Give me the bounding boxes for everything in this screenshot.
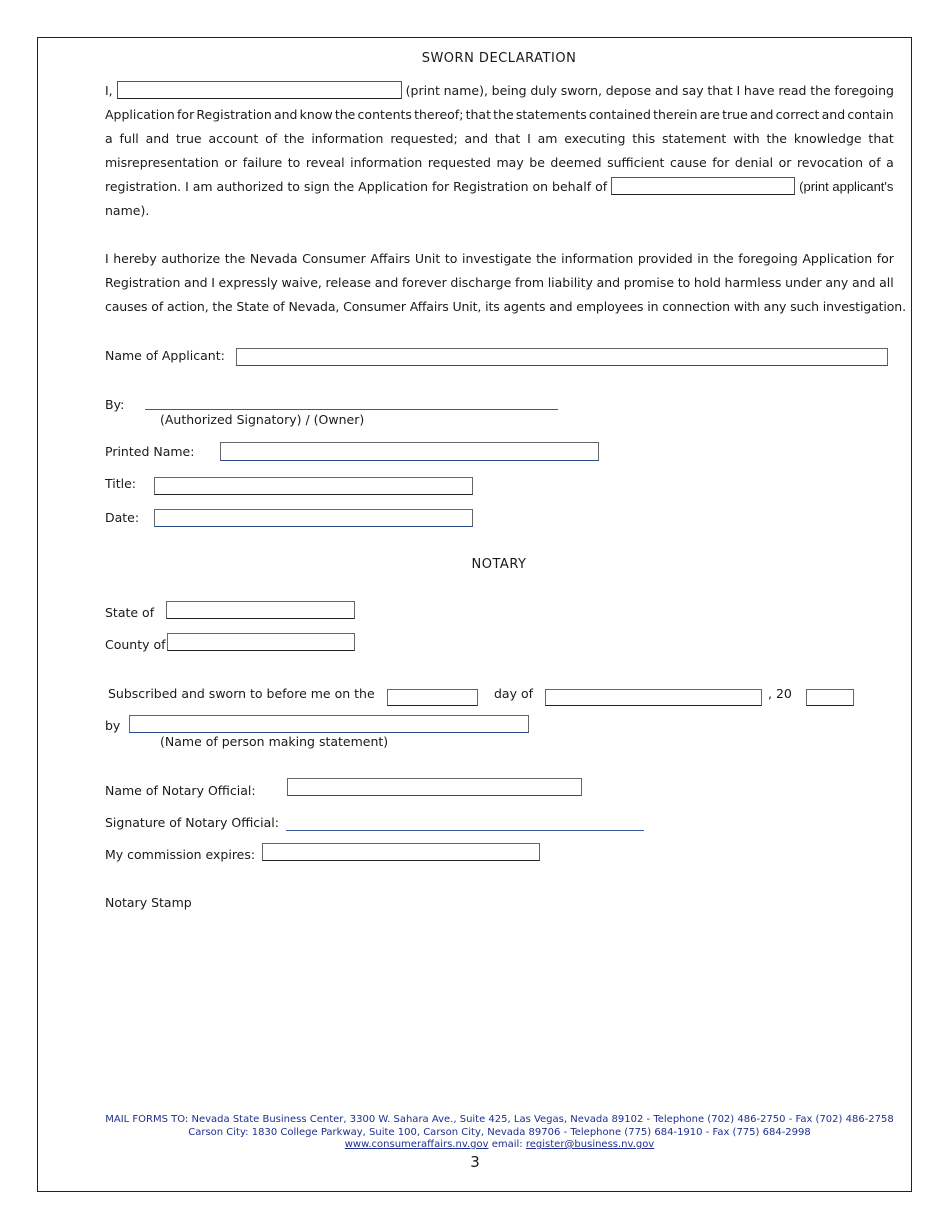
word: requested	[427, 155, 491, 170]
word: release	[325, 275, 372, 290]
word: executing	[564, 131, 626, 146]
day-input[interactable]	[387, 689, 478, 706]
declaration-prefix-text: I,	[105, 83, 113, 98]
notary-heading	[0, 557, 950, 572]
word: denial	[734, 155, 774, 170]
declaration-line-4	[105, 151, 894, 175]
word: this	[632, 131, 656, 146]
word: the	[334, 107, 356, 122]
declaration-line-5-suffix: (print applicant's	[799, 179, 894, 194]
authorization-line-1	[105, 247, 894, 271]
day-of-label: day of	[494, 686, 534, 701]
word: full	[119, 131, 139, 146]
word: the	[810, 83, 831, 98]
word: all	[879, 275, 894, 290]
word: for	[177, 107, 195, 122]
word: deemed	[550, 155, 602, 170]
word: therein	[653, 107, 698, 122]
notary-official-name-input[interactable]	[287, 778, 582, 796]
word: that	[868, 131, 894, 146]
word: read	[778, 83, 807, 98]
word: information	[311, 131, 384, 146]
word: provided	[637, 251, 693, 266]
word: a	[105, 131, 113, 146]
footer-carson-address: 1830 College Parkway, Suite 100, Carson City, Nevada 89706 - Telephone (775) 684-1910 - Fax (775) 684-2998	[251, 1126, 811, 1138]
word: with	[733, 131, 760, 146]
word: revocation	[796, 155, 864, 170]
word: and	[851, 275, 876, 290]
word: sworn,	[560, 83, 602, 98]
word: investigate	[461, 251, 532, 266]
word: correct	[775, 107, 820, 122]
word: Consumer	[302, 251, 366, 266]
word: expressly	[218, 275, 278, 290]
word: am	[537, 131, 558, 146]
word: and	[654, 83, 679, 98]
word: thereof;	[414, 107, 464, 122]
word: under	[785, 275, 822, 290]
authorization-paragraph	[105, 247, 906, 319]
state-label: State of	[105, 605, 155, 620]
word: and	[374, 275, 399, 290]
word: to	[287, 155, 301, 170]
word: the	[713, 251, 734, 266]
word: that	[465, 107, 491, 122]
notary-signature-label: Signature of Notary Official:	[105, 815, 279, 830]
notary-official-name-label: Name of Notary Official:	[105, 783, 256, 798]
county-label: County of	[105, 637, 166, 652]
word: and	[821, 107, 846, 122]
signatory-caption: (Authorized Signatory) / (Owner)	[160, 412, 365, 427]
word: the	[283, 131, 305, 146]
word: true	[722, 107, 748, 122]
word: Affairs	[370, 251, 411, 266]
word: statement	[661, 131, 727, 146]
word: from	[514, 275, 545, 290]
word: say	[682, 83, 704, 98]
word: any	[825, 275, 849, 290]
word: are	[699, 107, 720, 122]
word: information	[561, 251, 634, 266]
word: have	[743, 83, 775, 98]
word: Registration	[196, 107, 272, 122]
applicant-name-label: Name of Applicant:	[105, 348, 225, 363]
word: knowledge	[793, 131, 862, 146]
subscribed-label: Subscribed and sworn to before me on the	[108, 686, 375, 701]
word: Nevada	[249, 251, 298, 266]
date-label: Date:	[105, 510, 140, 525]
word: to	[677, 275, 691, 290]
commission-input[interactable]	[262, 843, 540, 861]
title-input[interactable]	[154, 477, 473, 495]
word: be	[529, 155, 545, 170]
county-input[interactable]	[167, 633, 355, 651]
declaration-line-3	[105, 127, 894, 151]
declaration-line-2	[105, 103, 894, 127]
word: of	[265, 131, 278, 146]
applicant-name-input[interactable]	[236, 348, 888, 366]
word: statements	[515, 107, 587, 122]
word: requested;	[390, 131, 458, 146]
word: the	[766, 131, 787, 146]
year-label: , 20	[768, 686, 792, 701]
word: depose	[605, 83, 652, 98]
applicant-name-field[interactable]	[611, 177, 795, 195]
word: reveal	[305, 155, 345, 170]
word: and	[145, 131, 170, 146]
word: contained	[588, 107, 651, 122]
declaration-line-5	[105, 175, 894, 199]
declaration-line-1	[105, 79, 894, 103]
year-input[interactable]	[806, 689, 854, 706]
word: for	[876, 251, 894, 266]
footer	[105, 1114, 894, 1152]
notary-signature-line[interactable]	[286, 830, 644, 831]
word: know	[299, 107, 333, 122]
word: Application	[105, 107, 175, 122]
word: to	[444, 251, 458, 266]
word: may	[496, 155, 524, 170]
word: liability	[547, 275, 593, 290]
person-caption: (Name of person making statement)	[160, 734, 389, 749]
print-name-field[interactable]	[117, 81, 402, 99]
word: a	[886, 155, 894, 170]
declaration-prefix	[105, 79, 402, 103]
word: Application	[802, 251, 873, 266]
title-label: Title:	[105, 476, 136, 491]
notary-by-label: by	[105, 718, 121, 733]
signature-line[interactable]	[145, 409, 558, 410]
word: harmless	[724, 275, 782, 290]
by-label: By:	[105, 397, 125, 412]
word: for	[712, 155, 730, 170]
word: the	[493, 107, 514, 122]
word: waive,	[281, 275, 322, 290]
word: Registration	[105, 275, 181, 290]
word: authorize	[161, 251, 221, 266]
authorization-line-2	[105, 271, 894, 295]
word: and	[184, 275, 208, 290]
word: I	[527, 131, 531, 146]
word: the	[536, 251, 557, 266]
word: or	[224, 155, 238, 170]
person-name-input[interactable]	[129, 715, 529, 733]
word: duly	[530, 83, 558, 98]
date-input[interactable]	[154, 509, 473, 527]
word: foregoing	[738, 251, 798, 266]
month-input[interactable]	[545, 689, 762, 706]
footer-carson-label: Carson City:	[188, 1126, 249, 1138]
word: discharge	[450, 275, 512, 290]
word: and	[749, 107, 774, 122]
word: the	[224, 251, 246, 266]
word: I	[211, 275, 215, 290]
word: contain	[847, 107, 894, 122]
printed-name-label: Printed Name:	[105, 444, 195, 459]
word: forever	[401, 275, 447, 290]
word: account	[208, 131, 259, 146]
word: and	[273, 107, 298, 122]
declaration-line-5-text: registration. I am authorized to sign the Application for Registration on behalf of	[105, 179, 608, 194]
word: being	[491, 83, 527, 98]
website-link[interactable]: www.consumeraffairs.nv.gov	[344, 1139, 489, 1150]
notary-stamp-label: Notary Stamp	[105, 895, 192, 910]
footer-mail-address: Nevada State Business Center, 3300 W. Sahara Ave., Suite 425, Las Vegas, Nevada 89102 - Telephone (702) 486-2750 - Fax (702) 486-2758	[191, 1114, 894, 1125]
declaration-title-text: SWORN DECLARATION	[421, 51, 577, 66]
word: sufficient	[607, 155, 665, 170]
page-number: 3	[470, 1153, 480, 1171]
footer-mail-label: MAIL FORMS TO:	[105, 1114, 189, 1125]
word: promise	[623, 275, 675, 290]
commission-label: My commission expires:	[105, 847, 256, 862]
word: I	[736, 83, 741, 98]
word: of	[868, 155, 881, 170]
word: contents	[357, 107, 412, 122]
declaration-title	[0, 51, 950, 66]
word: that	[494, 131, 521, 146]
word: misrepresentation	[105, 155, 219, 170]
notary-heading-text: NOTARY	[471, 557, 527, 572]
word: foregoing	[834, 83, 894, 98]
word: (print	[405, 83, 440, 98]
word: information	[350, 155, 423, 170]
word: failure	[242, 155, 283, 170]
word: and	[596, 275, 621, 290]
footer-carson-line	[105, 1127, 894, 1140]
declaration-line-6: name).	[105, 203, 150, 218]
word: Unit	[414, 251, 441, 266]
word: that	[707, 83, 733, 98]
authorization-line-3: causes of action, the State of Nevada, Consumer Affairs Unit, its agents and employees in connection with any such investigation.	[105, 299, 906, 314]
footer-email-label: email:	[491, 1139, 523, 1150]
word: hold	[693, 275, 721, 290]
footer-mail-line	[105, 1114, 894, 1127]
word: or	[778, 155, 792, 170]
word: name),	[443, 83, 488, 98]
declaration-paragraph	[105, 79, 894, 223]
word: and	[464, 131, 489, 146]
printed-name-input[interactable]	[220, 442, 599, 461]
footer-contact-line	[105, 1139, 894, 1152]
word: I	[105, 251, 109, 266]
word: in	[697, 251, 709, 266]
word: hereby	[113, 251, 157, 266]
word: true	[175, 131, 202, 146]
email-link[interactable]: register@business.nv.gov	[525, 1139, 655, 1150]
word: cause	[670, 155, 707, 170]
state-input[interactable]	[166, 601, 355, 619]
